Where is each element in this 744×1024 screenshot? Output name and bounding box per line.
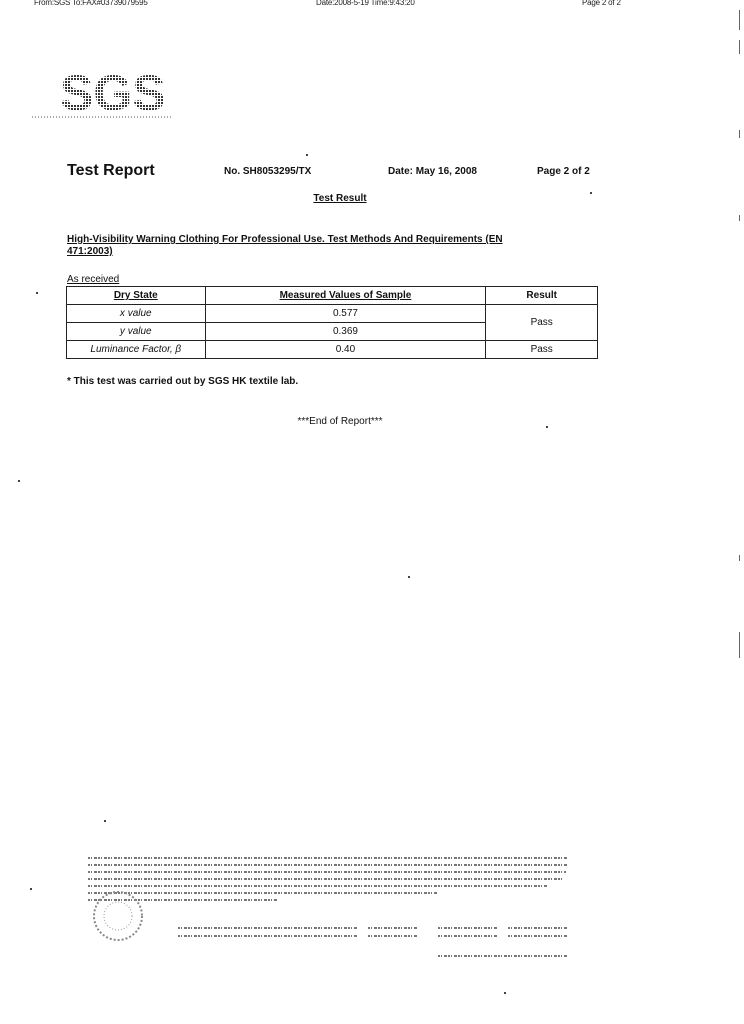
row-result: Pass xyxy=(486,341,598,359)
fax-page: Page 2 of 2 xyxy=(582,0,621,7)
row-label: y value xyxy=(67,323,206,341)
report-page: Page 2 of 2 xyxy=(537,166,590,177)
row-value: 0.369 xyxy=(205,323,486,341)
end-of-report: ***End of Report*** xyxy=(297,416,383,427)
col-header-measured-values: Measured Values of Sample xyxy=(205,287,486,305)
footer-fine-print xyxy=(78,852,578,964)
sgs-logo xyxy=(32,60,172,122)
row-label: Luminance Factor, β xyxy=(67,341,206,359)
condition-label: As received xyxy=(67,274,120,285)
report-date: Date: May 16, 2008 xyxy=(388,166,477,177)
fax-date-time: Date:2008-5-19 Time:9:43:20 xyxy=(316,0,415,7)
table-header-row xyxy=(67,287,598,305)
logo-text: SGS xyxy=(60,65,166,121)
report-number: No. SH8053295/TX xyxy=(224,166,312,177)
report-title: Test Report xyxy=(67,162,155,179)
results-table xyxy=(66,286,598,359)
col-header-dry-state: Dry State xyxy=(67,287,206,305)
section-heading: Test Result xyxy=(313,193,367,204)
col-header-result: Result xyxy=(486,287,598,305)
row-value: 0.40 xyxy=(205,341,486,359)
table-row xyxy=(67,341,598,359)
row-value: 0.577 xyxy=(205,305,486,323)
table-row xyxy=(67,305,598,323)
fax-from: From:SGS To:FAX#03739079595 xyxy=(34,0,148,7)
lab-note: * This test was carried out by SGS HK textile lab. xyxy=(67,376,299,387)
row-label: x value xyxy=(67,305,206,323)
standard-title: High-Visibility Warning Clothing For Professional Use. Test Methods And Requirements (EN 471:2003) xyxy=(67,234,503,257)
row-result: Pass xyxy=(486,305,598,341)
